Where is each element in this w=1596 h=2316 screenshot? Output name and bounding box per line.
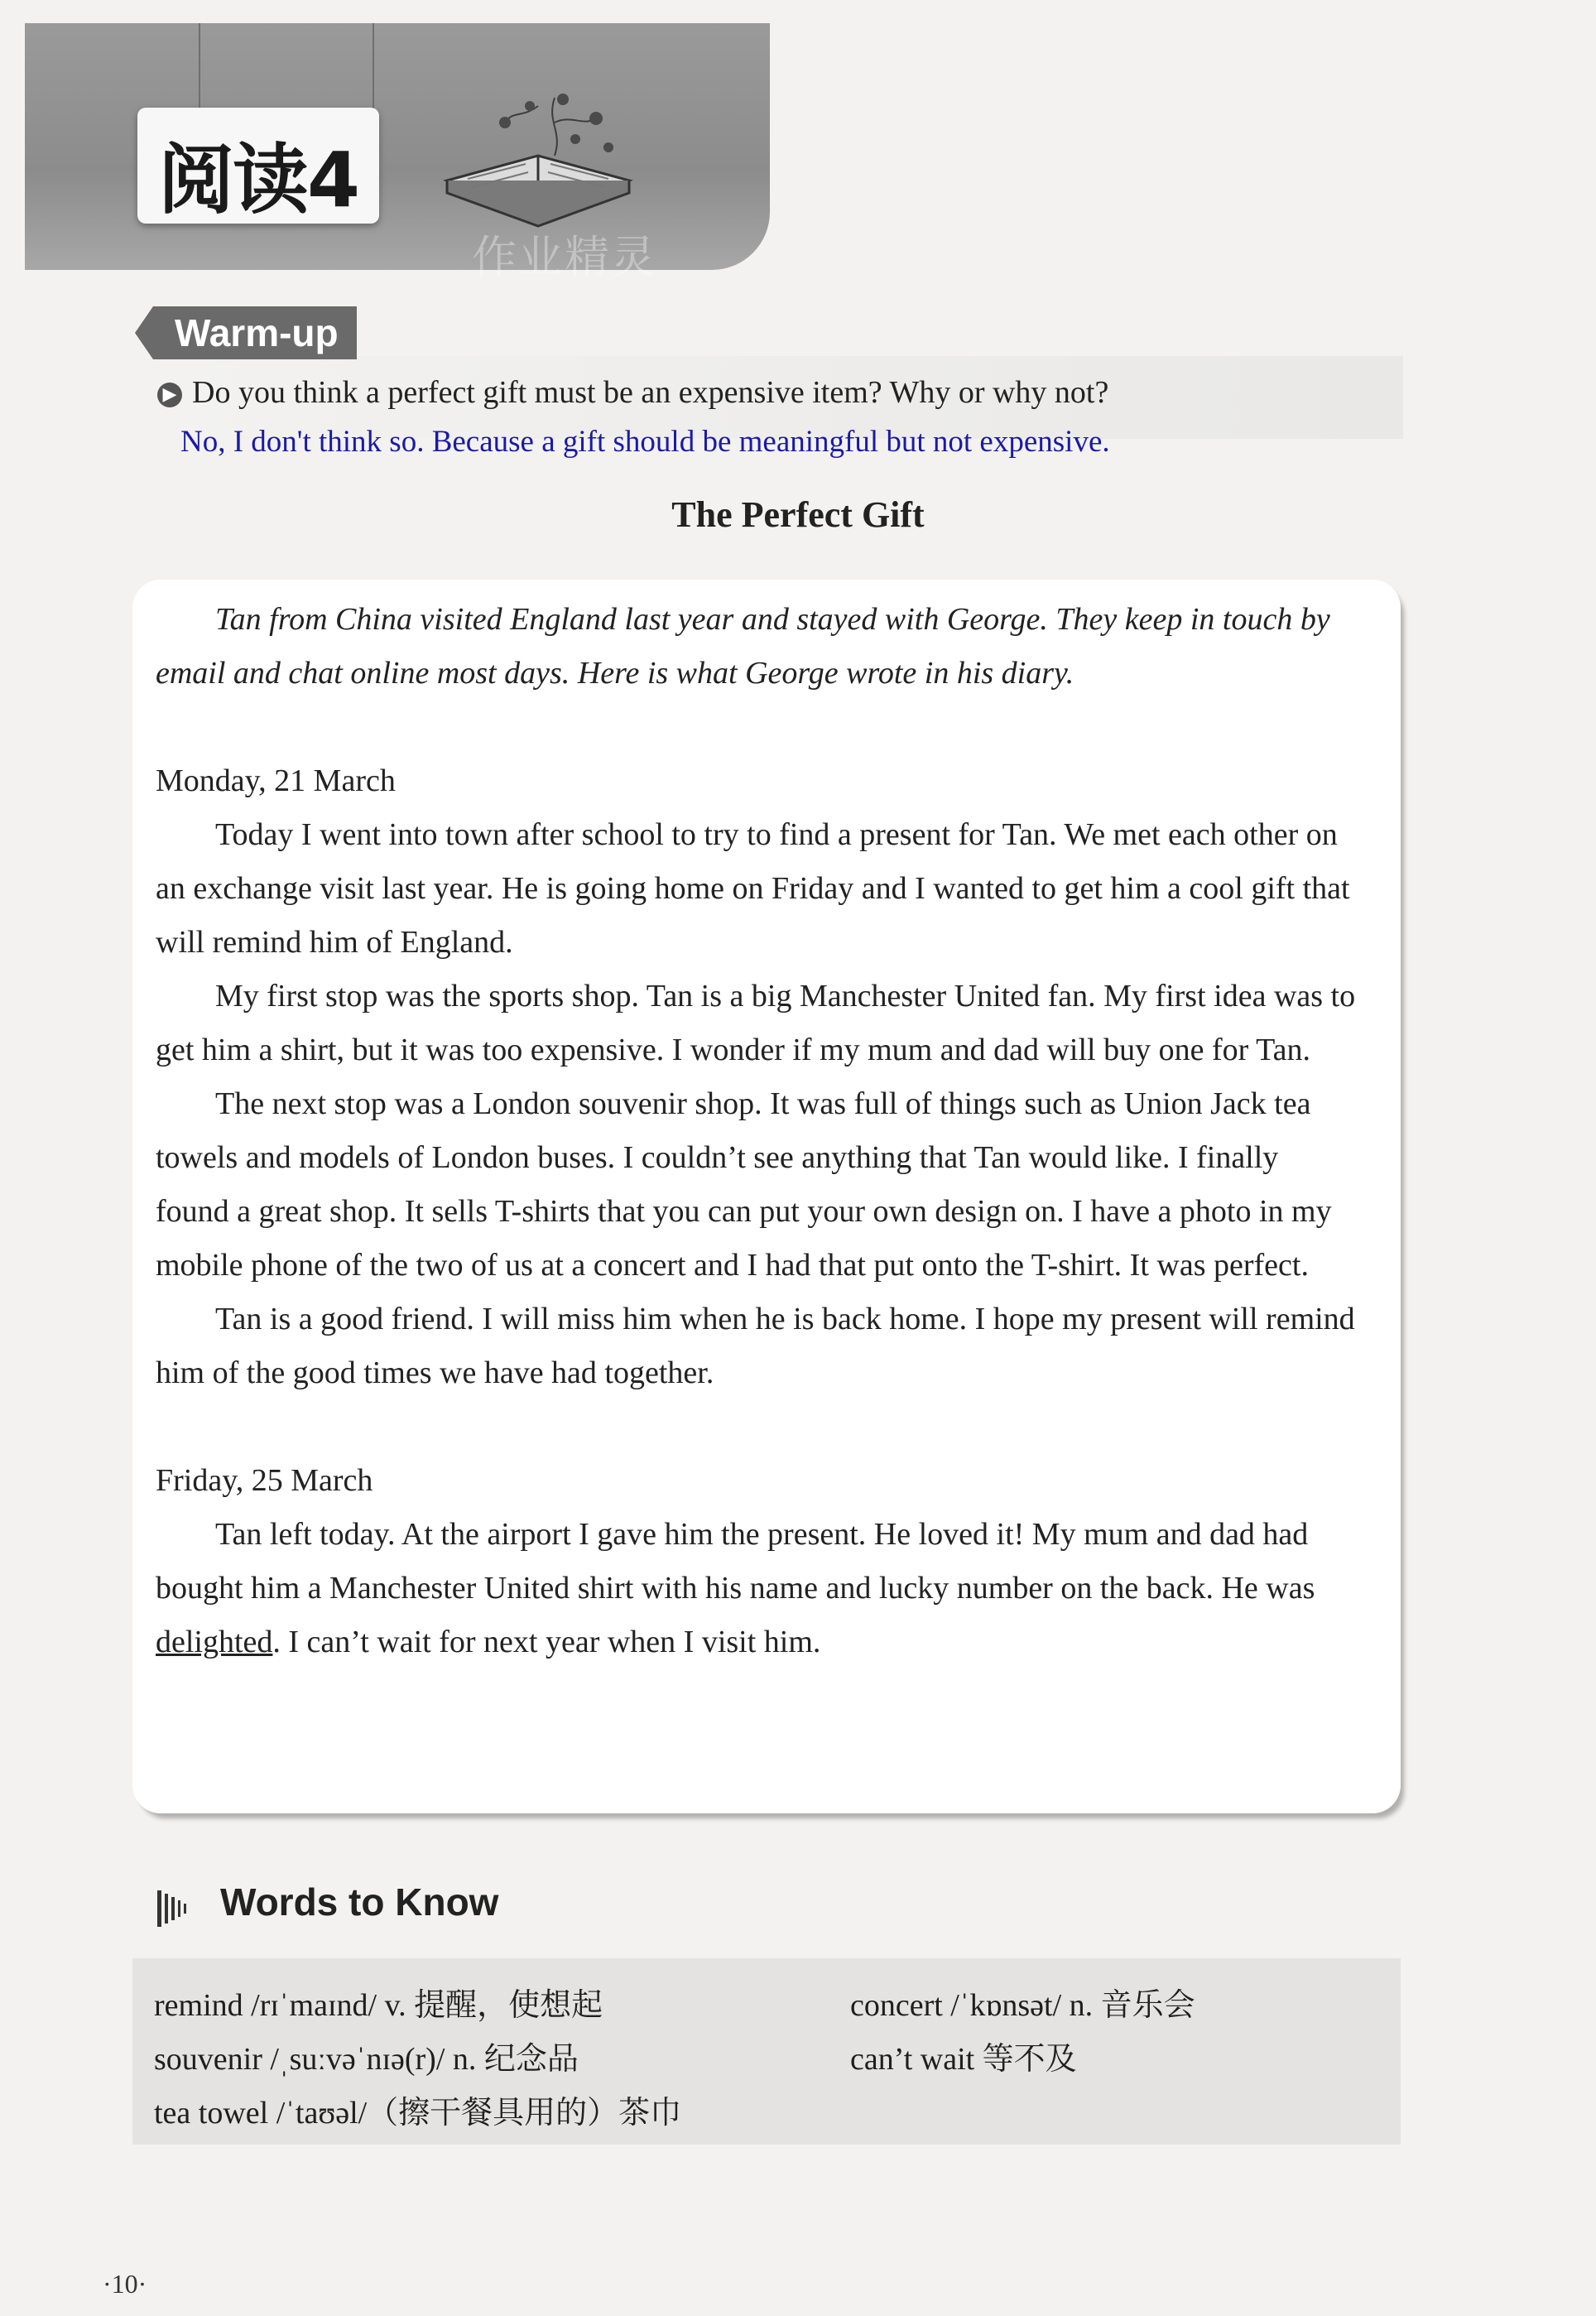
diary-paragraph [156, 1508, 1356, 1669]
story-intro: Tan from China visited England last year and stayed with George. They keep in touch by email and chat online most days. Here is what George wrote in his diary. [156, 602, 1330, 691]
watermark-text: 作业精灵 [472, 231, 657, 283]
lesson-title-box [137, 108, 379, 224]
lesson-title: 阅读4 [157, 136, 358, 224]
vocab-item: can’t wait 等不及 [850, 2042, 1077, 2077]
words-to-know-title: Words to Know [220, 1880, 499, 1924]
warmup-answer: No, I don't think so. Because a gift should be meaningful but not expensive. [180, 425, 1110, 459]
diary-paragraph: Today I went into town after school to try to find a present for Tan. We met each other on an exchange visit last year. He is going home on Friday and I wanted to get him a cool gift that will remind him of England. [156, 817, 1350, 960]
diary-date: Friday, 25 March [156, 1463, 373, 1498]
warmup-tag: Warm-up [153, 306, 357, 359]
vocab-item: souvenir /ˌsuːvəˈnɪə(r)/ n. 纪念品 [154, 2042, 579, 2077]
bars-icon [157, 1889, 190, 1928]
paragraph-text: Tan left today. At the airport I gave him the present. He loved it! My mum and dad had bought him a Manchester United shirt with his name and lucky number on the back. He was [156, 1517, 1315, 1606]
paragraph-text: . I can’t wait for next year when I visit him. [272, 1625, 821, 1659]
diary-paragraph: The next stop was a London souvenir shop. It was full of things such as Union Jack tea towels and models of London buses. I couldn’t see anything that Tan would like. I finally found a great shop. It sells T-shirts that you can put your own design on. I have a photo in my mobile phone of the two of us at a concert and I had that put onto the T-shirt. It was perfect. [156, 1086, 1332, 1283]
story-title: The Perfect Gift [671, 494, 925, 535]
story-body [156, 593, 1356, 1669]
vocab-item: concert /ˈkɒnsət/ n. 音乐会 [850, 1988, 1195, 2023]
header-banner [25, 23, 770, 283]
underlined-word: delighted [156, 1625, 273, 1659]
diary-paragraph: Tan is a good friend. I will miss him when he is back home. I hope my present will remind him of the good times we have had together. [156, 1302, 1355, 1390]
vocab-item: remind /rɪˈmaɪnd/ v. 提醒，使想起 [154, 1988, 603, 2023]
arrow-bullet-icon: ▶ [157, 383, 182, 407]
vocab-item: tea towel /ˈtaʊəl/（擦干餐具用的）茶巾 [154, 2096, 682, 2131]
page-number: ·10· [103, 2269, 147, 2299]
book-illustration [430, 81, 646, 238]
diary-date: Monday, 21 March [156, 763, 396, 798]
warmup-question [157, 374, 1108, 411]
diary-paragraph: My first stop was the sports shop. Tan is a big Manchester United fan. My first idea was to get him a shirt, but it was too expensive. I wonder if my mum and dad will buy one for Tan. [156, 979, 1356, 1067]
warmup-question-text: Do you think a perfect gift must be an expensive item? Why or why not? [192, 375, 1109, 410]
